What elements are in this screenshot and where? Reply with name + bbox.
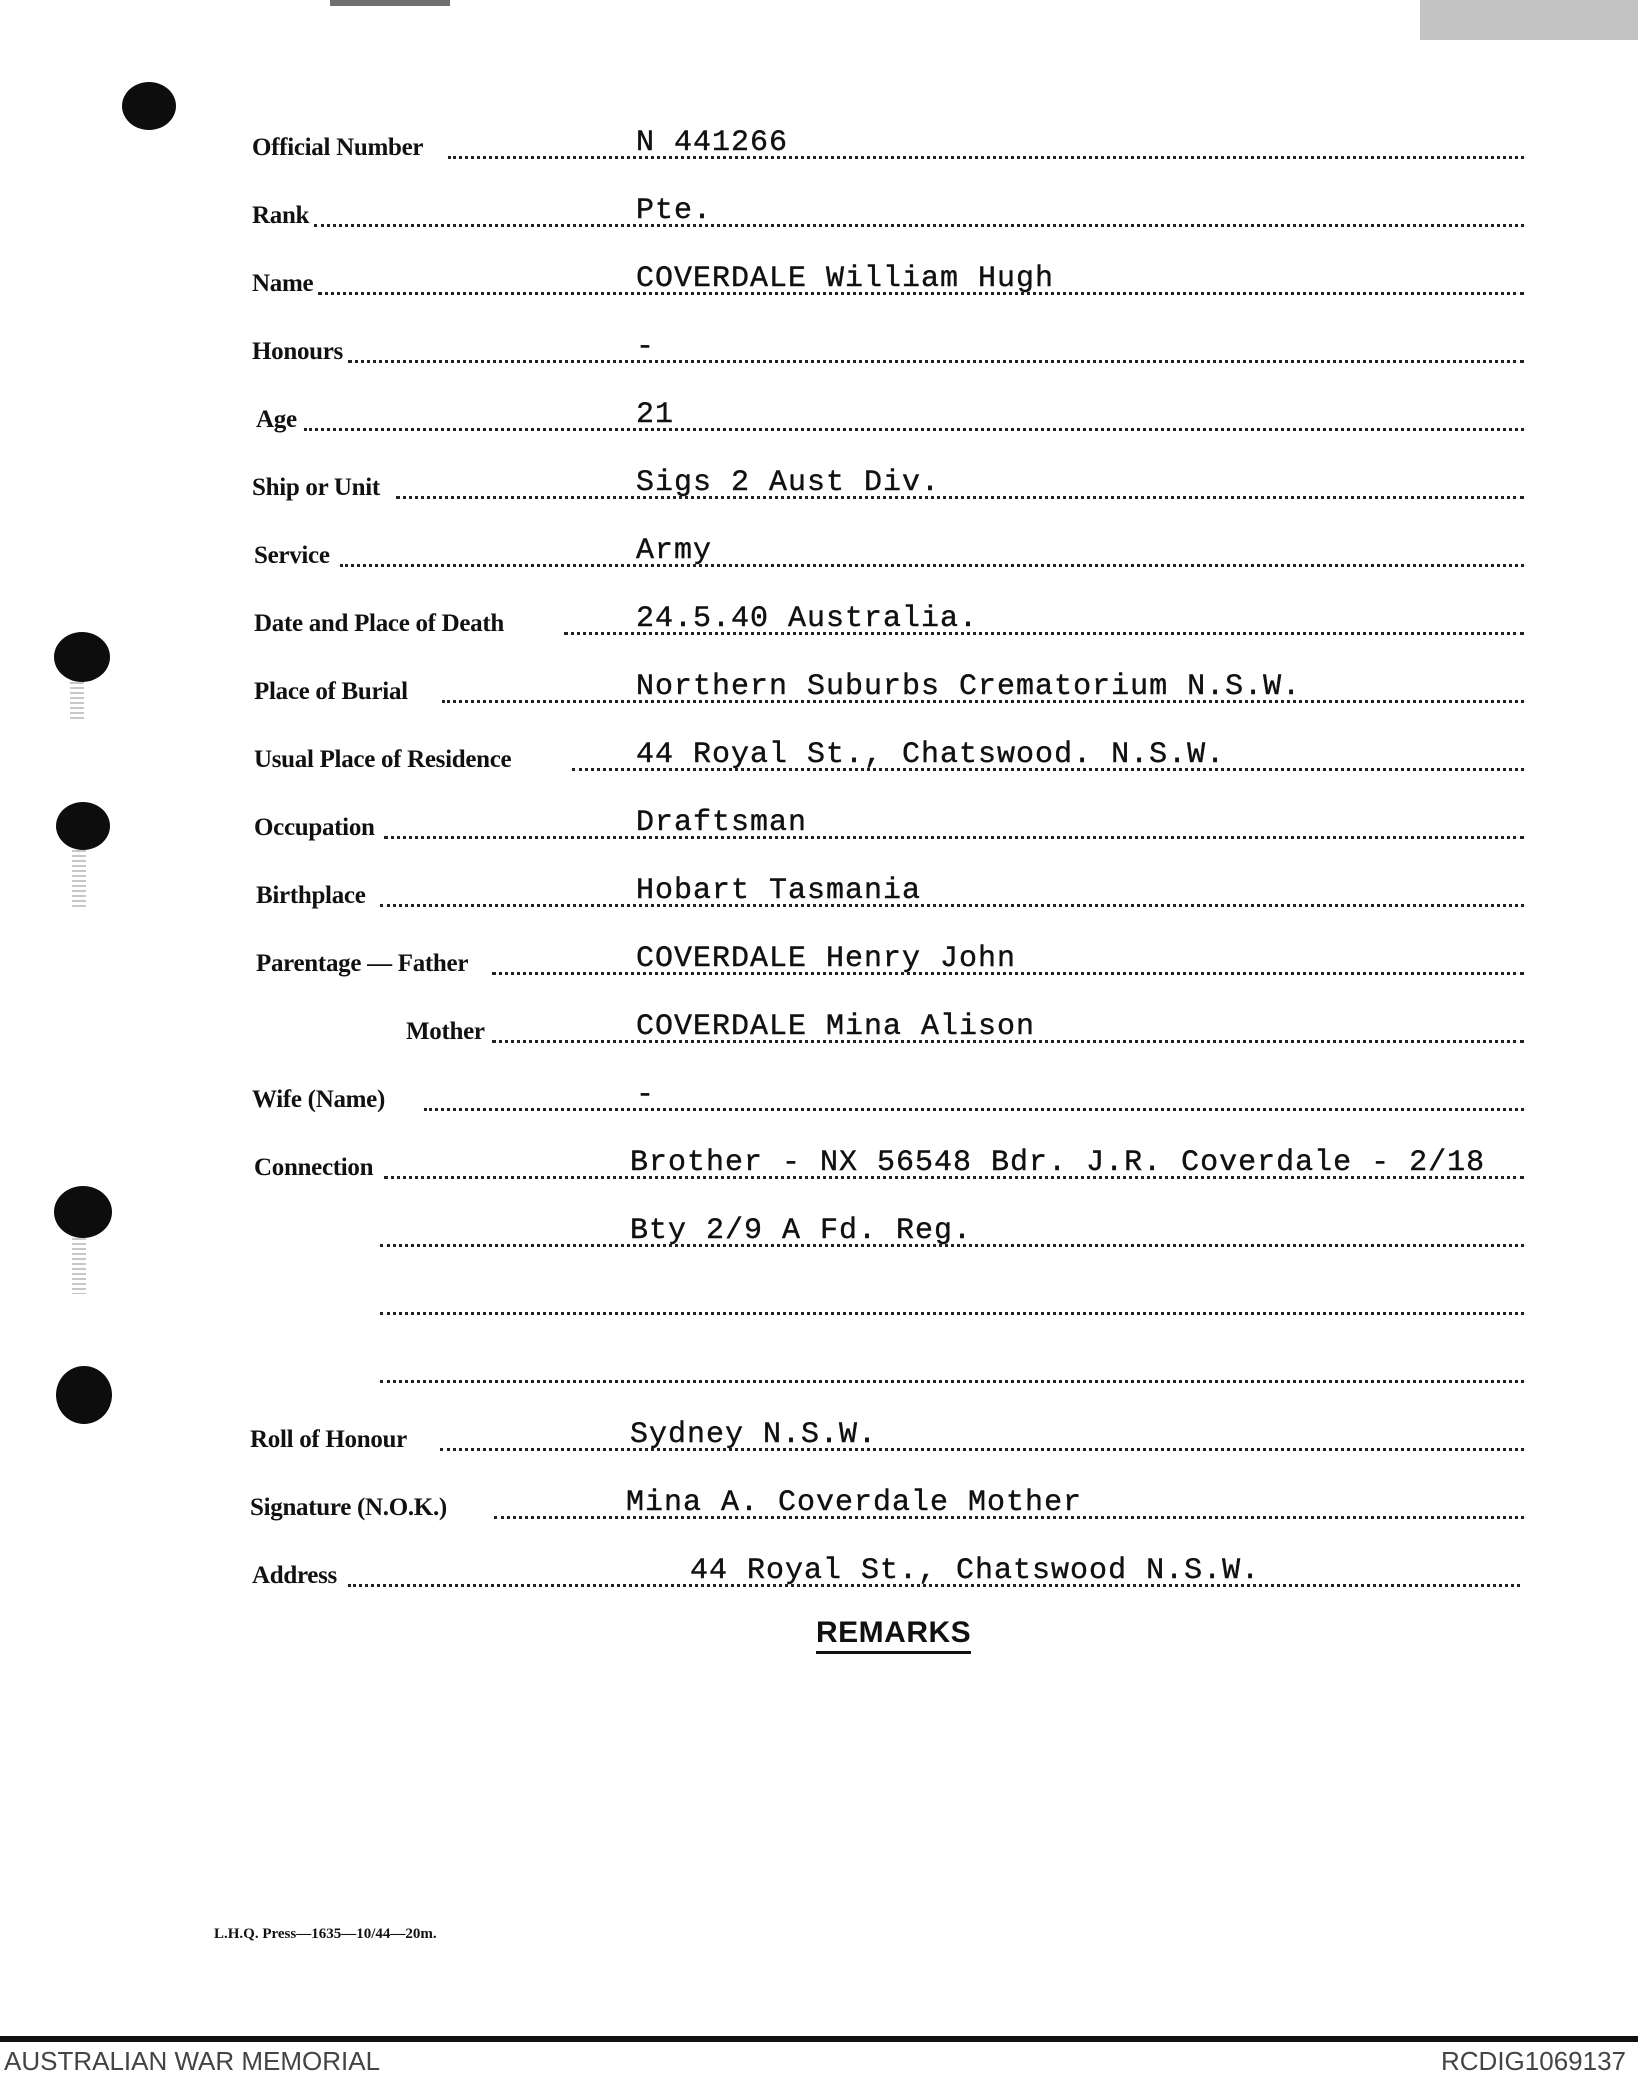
form-row — [0, 466, 1638, 506]
field-value: Sydney N.S.W. — [630, 1418, 878, 1452]
dotted-leader — [384, 836, 1524, 839]
field-label: Age — [256, 406, 297, 433]
field-value: COVERDALE Mina Alison — [636, 1010, 1036, 1044]
form-row — [0, 1486, 1638, 1526]
field-value: Pte. — [636, 194, 713, 228]
footer-archive-name: AUSTRALIAN WAR MEMORIAL — [4, 2046, 381, 2076]
remarks-heading: REMARKS — [816, 1616, 971, 1654]
field-label: Official Number — [252, 134, 424, 161]
field-label: Wife (Name) — [252, 1086, 385, 1113]
form-row — [0, 806, 1638, 846]
field-value: 24.5.40 Australia. — [636, 602, 979, 636]
field-label: Ship or Unit — [252, 474, 380, 501]
form-row — [0, 126, 1638, 166]
field-label: Parentage — Father — [256, 950, 469, 977]
field-value: COVERDALE William Hugh — [636, 262, 1055, 296]
field-label: Honours — [252, 338, 343, 365]
field-value: 44 Royal St., Chatswood N.S.W. — [690, 1554, 1261, 1588]
field-value: Brother - NX 56548 Bdr. J.R. Coverdale - 2/18 — [630, 1146, 1486, 1180]
dotted-leader — [380, 1312, 1524, 1315]
field-label: Name — [252, 270, 314, 297]
field-value: N 441266 — [636, 126, 789, 160]
form-row — [0, 1418, 1638, 1458]
field-value: Hobart Tasmania — [636, 874, 922, 908]
form-row — [0, 1282, 1638, 1322]
field-value: - — [636, 330, 656, 364]
form-row — [0, 602, 1638, 642]
dotted-leader — [314, 224, 1524, 227]
form-row — [0, 1078, 1638, 1118]
dotted-leader — [440, 1448, 1524, 1451]
form-row — [0, 194, 1638, 234]
field-value: - — [636, 1078, 656, 1112]
field-value: 44 Royal St., Chatswood. N.S.W. — [636, 738, 1226, 772]
field-value: Draftsman — [636, 806, 808, 840]
field-label: Service — [254, 542, 330, 569]
dotted-leader — [424, 1108, 1524, 1111]
dotted-leader — [380, 1380, 1524, 1383]
form-row — [0, 738, 1638, 778]
dotted-leader — [348, 360, 1524, 363]
footer-rule — [0, 2036, 1638, 2042]
field-value: Bty 2/9 A Fd. Reg. — [630, 1214, 973, 1248]
field-label: Date and Place of Death — [254, 610, 504, 637]
form-row — [0, 1350, 1638, 1390]
form-row — [0, 942, 1638, 982]
field-label: Place of Burial — [254, 678, 408, 705]
field-value: COVERDALE Henry John — [636, 942, 1017, 976]
form-row — [0, 1214, 1638, 1254]
field-label: Rank — [252, 202, 310, 229]
punch-hole — [122, 82, 176, 130]
field-label: Mother — [406, 1018, 485, 1045]
dotted-leader — [340, 564, 1524, 567]
form-row — [0, 670, 1638, 710]
form-row — [0, 1554, 1638, 1594]
form-row — [0, 1146, 1638, 1186]
form-row — [0, 1010, 1638, 1050]
field-label: Signature (N.O.K.) — [250, 1494, 447, 1521]
field-label: Roll of Honour — [250, 1426, 407, 1453]
dotted-leader — [448, 156, 1524, 159]
form-row — [0, 874, 1638, 914]
dotted-leader — [396, 496, 1524, 499]
form-row — [0, 398, 1638, 438]
form-row — [0, 330, 1638, 370]
scan-edge-top-right — [1420, 0, 1638, 40]
form-row — [0, 534, 1638, 574]
scan-edge-top — [330, 0, 450, 6]
field-label: Occupation — [254, 814, 375, 841]
printer-line: L.H.Q. Press—1635—10/44—20m. — [214, 1926, 437, 1942]
field-label: Usual Place of Residence — [254, 746, 512, 773]
field-label: Address — [252, 1562, 337, 1589]
field-label: Connection — [254, 1154, 374, 1181]
form-row — [0, 262, 1638, 302]
field-value: 21 — [636, 398, 675, 432]
field-value: Mina A. Coverdale Mother — [626, 1486, 1083, 1520]
field-label: Birthplace — [256, 882, 366, 909]
field-value: Army — [636, 534, 713, 568]
field-value: Northern Suburbs Crematorium N.S.W. — [636, 670, 1302, 704]
dotted-leader — [380, 904, 1524, 907]
dotted-leader — [304, 428, 1524, 431]
footer-image-id: RCDIG1069137 — [1441, 2046, 1626, 2076]
field-value: Sigs 2 Aust Div. — [636, 466, 941, 500]
